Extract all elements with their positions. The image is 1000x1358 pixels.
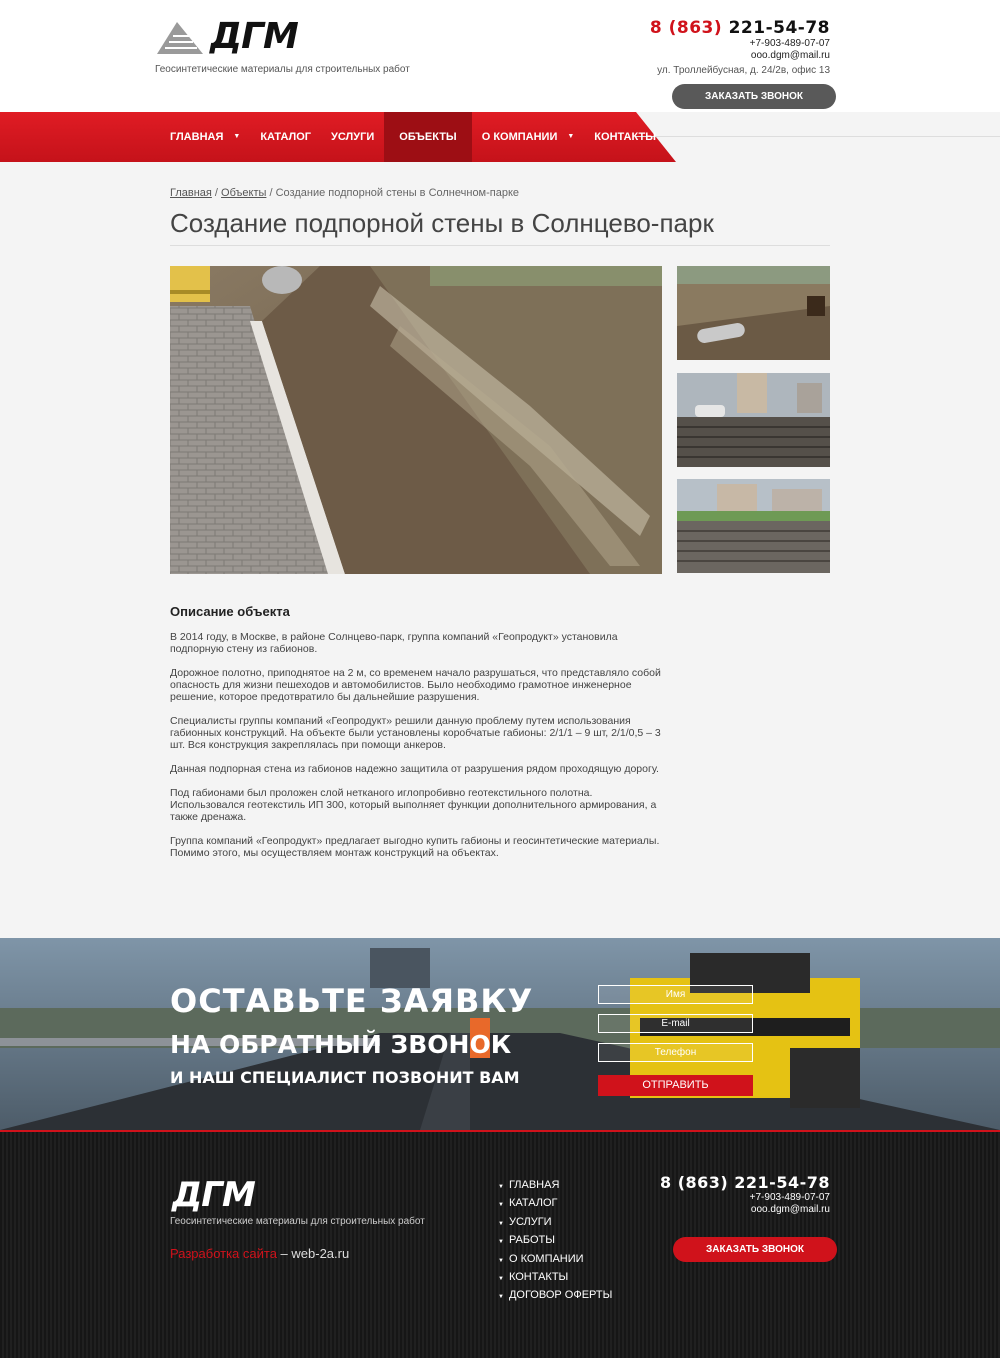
nav-label: КАТАЛОГ [260,131,312,143]
developer-link[interactable]: Разработка сайта [170,1246,277,1261]
logo-text[interactable]: ДГМ [210,16,298,57]
breadcrumb [170,187,519,199]
triangle-down-icon: ▼ [498,1257,504,1264]
main-phone[interactable] [650,18,830,38]
nav-label: КОНТАКТЫ [594,131,656,143]
thumbnail[interactable] [677,373,830,467]
nav-label: ГЛАВНАЯ [170,131,224,143]
triangle-down-icon: ▼ [498,1202,504,1209]
triangle-down-icon: ▼ [498,1220,504,1227]
header-contacts [650,18,830,77]
phone-field[interactable] [598,1043,753,1062]
footer-alt-phone[interactable]: +7-903-489-07-07 [749,1192,830,1203]
nav-item-about[interactable] [472,112,585,162]
breadcrumb-section[interactable]: Объекты [221,187,267,199]
footer-menu-label: УСЛУГИ [508,1215,552,1228]
footer-menu-label: КОНТАКТЫ [508,1270,569,1283]
main-photo[interactable] [170,266,662,574]
thumbnail[interactable] [677,266,830,360]
nav-divider [636,136,1000,137]
description-paragraph: В 2014 году, в Москве, в районе Солнцево-парк, группа компаний «Геопродукт» установила подпорную стену из габионов. [170,631,618,655]
description-text [170,631,665,871]
site-header [0,0,1000,112]
footer-menu [498,1176,612,1305]
nav-label: УСЛУГИ [331,131,375,143]
submit-button[interactable]: ОТПРАВИТЬ [598,1075,753,1096]
callback-subtext: И НАШ СПЕЦИАЛИСТ ПОЗВОНИТ ВАМ [170,1068,520,1087]
description-paragraph: Группа компаний «Геопродукт» предлагает выгодно купить габионы и геосинтетические материалы. Помимо этого, мы осуществляем монтаж конструкций на объектах. [170,835,660,859]
email-link[interactable]: ooo.dgm@mail.ru [750,50,830,61]
thumb-image [677,266,830,360]
footer-logo[interactable]: ДГМ [172,1175,255,1215]
breadcrumb-sep: / [211,187,222,199]
footer-menu-label: ГЛАВНАЯ [508,1179,560,1191]
nav-label: О КОМПАНИИ [481,131,558,143]
caret-down-icon: ▼ [233,133,241,140]
footer-email[interactable]: ooo.dgm@mail.ru [750,1204,830,1215]
nav-items [160,112,666,162]
callback-heading: ОСТАВЬТЕ ЗАЯВКУ [170,982,534,1020]
footer-menu-item[interactable] [498,1250,612,1268]
footer-menu-label: ДОГОВОР ОФЕРТЫ [508,1289,613,1302]
nav-item-home[interactable] [160,112,250,162]
trench-photo-image [170,266,662,574]
description-paragraph: Специалисты группы компаний «Геопродукт» решили данную проблему путем использования габионных конструкций. На объекте были установлены коробчатые габионы: 2/1/1 – 9 шт, 2/1/0,5 – 3 шт. Вся конструкция закреплялась при помощи анкеров. [170,715,661,751]
triangle-down-icon: ▼ [498,1275,504,1282]
footer-menu-label: О КОМПАНИИ [508,1252,584,1265]
footer-phone[interactable]: 8 (863) 221-54-78 [659,1173,830,1192]
nav-item-objects[interactable] [384,112,471,162]
name-field[interactable] [598,985,753,1004]
thumb-image [677,373,830,467]
description-paragraph: Данная подпорная стена из габионов надежно защитила от разрушения рядом проходящую дорогу. [170,763,659,775]
caret-down-icon: ▼ [567,133,575,140]
breadcrumb-sep: / [266,187,276,199]
triangle-down-icon: ▼ [498,1294,504,1301]
order-call-button[interactable]: ЗАКАЗАТЬ ЗВОНОК [672,84,836,109]
developer-domain: – web-2a.ru [276,1246,350,1261]
phone-code: 8 (863) [649,18,723,38]
footer-menu-item[interactable] [498,1231,612,1249]
address: ул. Троллейбусная, д. 24/2в, офис 13 [657,65,830,76]
tagline: Геосинтетические материалы для строительных работ [155,64,410,75]
footer-menu-label: РАБОТЫ [508,1234,555,1247]
main-nav [0,112,1000,162]
footer-contacts [660,1173,830,1216]
triangle-down-icon: ▼ [498,1184,504,1190]
description-paragraph: Дорожное полотно, приподнятое на 2 м, со временем начало разрушаться, что представляло собой опасность для жизни пешеходов и автомобилистов. Было необходимо грамотное инженерное решение, которое предотвратило бы дальнейшие разрушения. [170,667,661,703]
footer-menu-item[interactable] [498,1268,612,1286]
developer-credit [170,1246,349,1261]
phone-number: 221-54-78 [728,18,830,38]
callback-subheading: НА ОБРАТНЫЙ ЗВОНОК [170,1030,512,1059]
email-field[interactable] [598,1014,753,1033]
page-title: Создание подпорной стены в Солнцево-парк [170,208,830,246]
nav-item-catalog[interactable] [250,112,321,162]
alt-phone[interactable]: +7-903-489-07-07 [749,38,830,49]
nav-item-services[interactable] [321,112,384,162]
triangle-down-icon: ▼ [498,1239,504,1246]
description-title: Описание объекта [170,604,290,619]
description-paragraph: Под габионами был проложен слой нетканого иглопробивно геотекстильного полотна. Использовался геотекстиль ИП 300, который выполняет функции дополнительного армирования, а также дренажа. [170,787,657,823]
nav-item-contacts[interactable] [584,112,666,162]
thumb-image [677,479,830,573]
breadcrumb-home[interactable]: Главная [170,187,212,199]
breadcrumb-current: Создание подпорной стены в Солнечном-парке [275,187,520,199]
thumbnail[interactable] [677,479,830,573]
footer-menu-item[interactable] [498,1176,612,1194]
footer-order-call-button[interactable]: ЗАКАЗАТЬ ЗВОНОК [673,1237,837,1262]
footer-menu-label: КАТАЛОГ [508,1197,558,1210]
footer-menu-item[interactable] [498,1213,612,1231]
nav-label: ОБЪЕКТЫ [399,131,457,143]
footer-menu-item[interactable] [498,1194,612,1212]
footer-tagline: Геосинтетические материалы для строительных работ [170,1216,425,1227]
footer-menu-item[interactable] [498,1286,612,1304]
